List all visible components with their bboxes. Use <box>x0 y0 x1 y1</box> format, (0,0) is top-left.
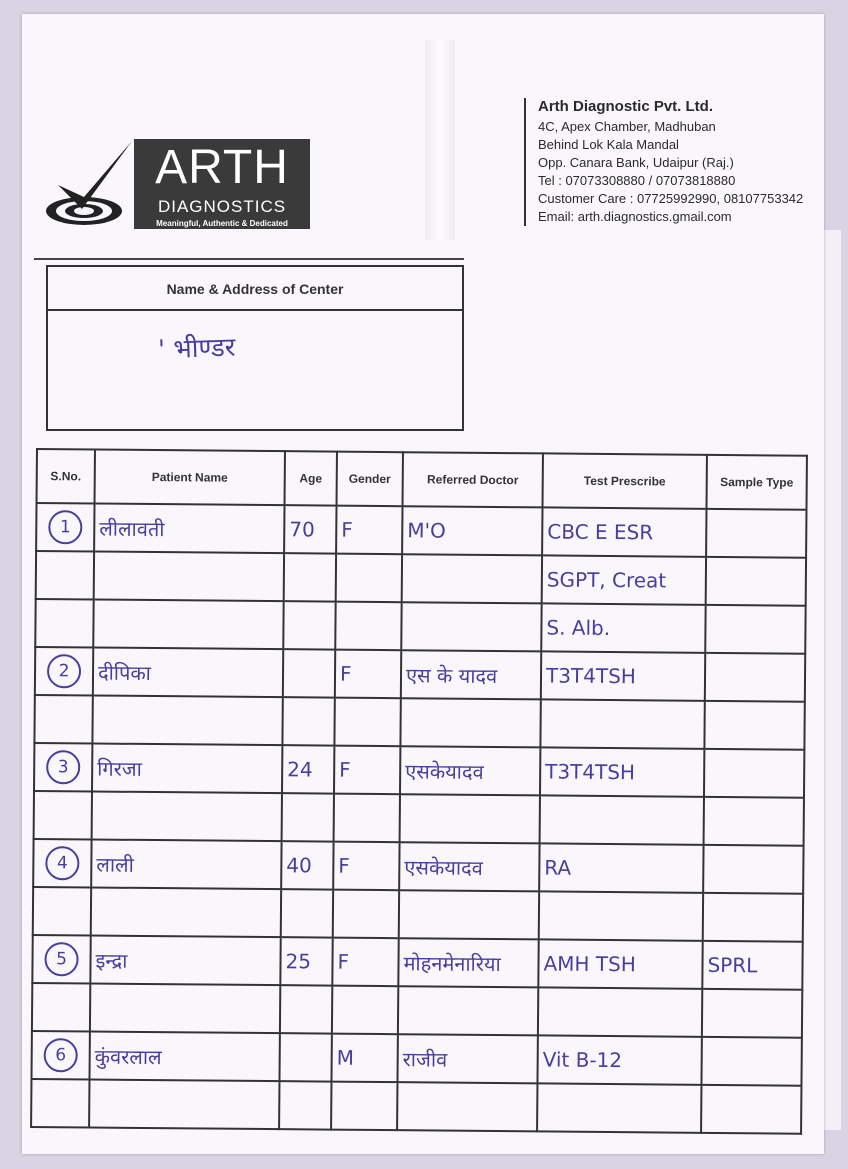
age-cell <box>283 601 335 649</box>
test-cell: RA <box>539 843 703 892</box>
table-row <box>35 599 805 654</box>
header-sno: S.No. <box>37 449 95 504</box>
gender-cell: F <box>334 746 400 795</box>
test-cell: T3T4TSH <box>541 651 705 700</box>
table-row <box>36 503 806 558</box>
company-address-block <box>524 98 838 226</box>
sample-type-cell <box>705 605 805 654</box>
age-cell <box>282 793 334 841</box>
table-row <box>33 839 803 894</box>
doctor-cell <box>398 986 538 1035</box>
doctor-cell: एसकेयादव <box>399 842 539 891</box>
center-label: Name & Address of Center <box>48 267 462 311</box>
gender-cell <box>336 554 402 603</box>
sample-type-cell <box>701 1037 801 1086</box>
test-cell: AMH TSH <box>538 939 702 988</box>
test-cell: S. Alb. <box>541 603 705 652</box>
header-rule <box>34 258 464 260</box>
patient-name-cell <box>89 1079 279 1129</box>
table-row <box>35 647 805 702</box>
age-cell <box>281 889 333 937</box>
gender-cell: F <box>333 842 399 891</box>
serial-cell <box>34 791 92 840</box>
serial-cell <box>34 695 92 744</box>
address-line: 4C, Apex Chamber, Madhuban <box>538 119 716 134</box>
table-row <box>34 743 804 798</box>
gender-cell: F <box>335 650 401 699</box>
table-row <box>31 1031 801 1086</box>
serial-number-circle: 3 <box>46 750 80 784</box>
gender-cell <box>333 890 399 939</box>
patient-name-cell <box>90 983 280 1033</box>
table-row <box>34 791 804 846</box>
patient-name-cell: लाली <box>91 840 281 890</box>
doctor-cell <box>401 602 541 651</box>
serial-number-circle: 6 <box>44 1038 78 1072</box>
doctor-cell: एसकेयादव <box>400 746 540 795</box>
logo-banner <box>134 139 310 229</box>
center-value: ' भीण्डर <box>157 332 236 366</box>
table-row <box>32 983 802 1038</box>
company-name: Arth Diagnostic Pvt. Ltd. <box>538 98 714 115</box>
test-cell <box>539 891 703 940</box>
header-gender: Gender <box>337 452 403 507</box>
doctor-cell <box>400 794 540 843</box>
serial-number-circle: 1 <box>48 510 82 544</box>
patient-name-cell <box>92 696 282 746</box>
header-test-prescribe: Test Prescribe <box>543 453 707 508</box>
doctor-cell: M'O <box>402 506 542 555</box>
paper-fold <box>425 40 455 240</box>
header-referred-doctor: Referred Doctor <box>403 452 543 507</box>
patient-name-cell <box>92 792 282 842</box>
age-cell <box>284 553 336 601</box>
center-box <box>46 265 464 431</box>
patient-name-cell: दीपिका <box>93 648 283 698</box>
patient-name-cell: इन्द्रा <box>90 935 280 985</box>
patient-name-cell <box>93 600 283 650</box>
test-cell <box>540 699 704 748</box>
test-cell <box>540 795 704 844</box>
serial-cell <box>36 503 94 552</box>
address-line: Behind Lok Kala Mandal <box>538 137 679 152</box>
arth-logo <box>44 135 314 235</box>
sample-type-cell <box>704 701 804 750</box>
serial-number-circle: 4 <box>45 846 79 880</box>
sample-type-cell <box>704 797 804 846</box>
age-cell <box>279 1081 331 1129</box>
doctor-cell <box>397 1082 537 1131</box>
email-line: Email: arth.diagnostics.gmail.com <box>538 209 732 224</box>
sample-type-cell <box>703 893 803 942</box>
patient-name-cell: लीलावती <box>94 504 284 554</box>
gender-cell: F <box>336 506 402 555</box>
serial-cell <box>35 647 93 696</box>
sample-type-cell <box>701 1085 801 1134</box>
serial-number-circle: 2 <box>47 654 81 688</box>
age-cell <box>282 697 334 745</box>
serial-cell <box>36 551 94 600</box>
table-row <box>32 935 802 990</box>
serial-cell <box>31 1031 89 1080</box>
sample-type-cell: SPRL <box>702 941 802 990</box>
serial-cell <box>31 1079 89 1128</box>
sample-type-cell <box>705 653 805 702</box>
header-sample-type: Sample Type <box>706 455 806 510</box>
age-cell: 40 <box>281 841 333 889</box>
doctor-cell: एस के यादव <box>401 650 541 699</box>
age-cell <box>280 985 332 1033</box>
gender-cell <box>332 986 398 1035</box>
doctor-cell: मोहनमेनारिया <box>398 938 538 987</box>
patient-register-table <box>30 448 808 1135</box>
serial-cell <box>34 743 92 792</box>
test-cell: SGPT, Creat <box>542 555 706 604</box>
test-cell: Vit B-12 <box>537 1035 701 1084</box>
sample-type-cell <box>706 557 806 606</box>
customer-care-line: Customer Care : 07725992990, 08107753342 <box>538 191 804 206</box>
patient-name-cell: गिरजा <box>92 744 282 794</box>
age-cell: 70 <box>284 505 336 553</box>
test-cell: T3T4TSH <box>540 747 704 796</box>
table-row <box>33 887 803 942</box>
logo-name: ARTH <box>155 141 289 194</box>
test-cell <box>537 1083 701 1132</box>
gender-cell: F <box>332 938 398 987</box>
logo-tagline: Meaningful, Authentic & Dedicated <box>156 219 288 228</box>
table-row <box>36 551 806 606</box>
serial-cell <box>32 935 90 984</box>
age-cell: 24 <box>282 745 334 793</box>
header-patient-name: Patient Name <box>95 450 285 506</box>
doctor-cell <box>399 890 539 939</box>
patient-name-cell: कुंवरलाल <box>89 1031 279 1081</box>
sample-type-cell <box>703 845 803 894</box>
serial-cell <box>35 599 93 648</box>
serial-number-circle: 5 <box>44 942 78 976</box>
logo-subtitle: DIAGNOSTICS <box>157 197 287 216</box>
sample-type-cell <box>704 749 804 798</box>
doctor-cell <box>402 554 542 603</box>
table-row <box>31 1079 801 1134</box>
test-cell <box>538 987 702 1036</box>
age-cell: 25 <box>280 937 332 985</box>
test-cell: CBC E ESR <box>542 507 706 556</box>
age-cell <box>279 1033 331 1081</box>
gender-cell <box>334 794 400 843</box>
patient-name-cell <box>94 552 284 602</box>
sample-type-cell <box>702 989 802 1038</box>
sample-type-cell <box>706 509 806 558</box>
table-header-row <box>37 449 807 510</box>
target-check-icon <box>44 135 136 231</box>
serial-cell <box>33 839 91 888</box>
table-row <box>34 695 804 750</box>
gender-cell <box>335 602 401 651</box>
doctor-cell: राजीव <box>397 1034 537 1083</box>
header-age: Age <box>285 451 337 505</box>
serial-cell <box>32 983 90 1032</box>
serial-cell <box>33 887 91 936</box>
age-cell <box>283 649 335 697</box>
patient-name-cell <box>91 887 281 937</box>
gender-cell <box>331 1082 397 1131</box>
telephone-line: Tel : 07073308880 / 07073818880 <box>538 173 736 188</box>
address-line: Opp. Canara Bank, Udaipur (Raj.) <box>538 155 734 170</box>
gender-cell: M <box>331 1034 397 1083</box>
gender-cell <box>334 698 400 747</box>
doctor-cell <box>400 698 540 747</box>
